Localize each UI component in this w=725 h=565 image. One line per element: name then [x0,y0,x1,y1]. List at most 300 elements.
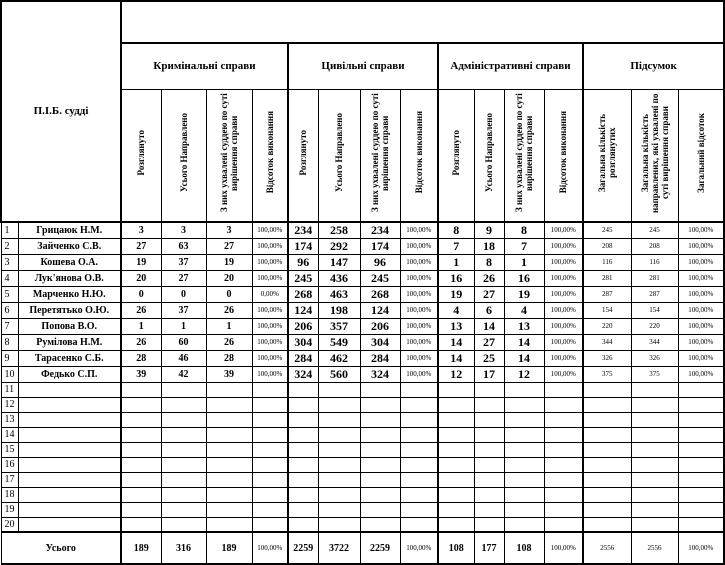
stat-cell: 19 [206,254,252,270]
stat-cell: 0,00% [252,286,288,302]
column-header [438,89,474,222]
empty-row [1,442,724,457]
stat-cell: 26 [474,270,504,286]
column-header-label: Відсоток виконання [264,111,275,194]
stat-cell [121,397,161,412]
stat-cell: 13 [504,318,544,334]
civil-cases-header: Цивільні справи [288,43,438,89]
stat-cell: 245 [288,270,318,286]
total-cell: 189 [206,532,252,564]
total-cell: 108 [438,532,474,564]
stat-cell: 8 [438,222,474,239]
stat-cell: 154 [583,302,631,318]
stat-cell [583,397,631,412]
stat-cell: 100,00% [544,318,583,334]
stat-cell: 344 [583,334,631,350]
stat-cell [504,397,544,412]
column-header [288,89,318,222]
stat-cell [544,517,583,532]
row-number: 15 [1,442,18,457]
stat-cell [360,427,400,442]
row-number: 17 [1,472,18,487]
stat-cell [504,382,544,397]
stat-cell [400,397,438,412]
judge-name [18,487,121,502]
stat-cell: 304 [288,334,318,350]
stat-cell [121,502,161,517]
judge-name [18,472,121,487]
stat-cell [438,457,474,472]
stat-cell [161,502,206,517]
stat-cell: 100,00% [544,254,583,270]
stat-cell [504,442,544,457]
stat-cell: 63 [161,238,206,254]
stat-cell: 462 [318,350,360,366]
total-cell: 2259 [288,532,318,564]
stat-cell: 13 [438,318,474,334]
stat-cell [544,427,583,442]
empty-row [1,487,724,502]
total-cell: 189 [121,532,161,564]
total-row [1,532,724,564]
table-row [1,254,724,270]
stat-cell: 1 [504,254,544,270]
stat-cell: 100,00% [252,238,288,254]
row-number: 16 [1,457,18,472]
stat-cell: 324 [288,366,318,382]
stat-cell: 3 [206,222,252,239]
stat-cell: 375 [583,366,631,382]
judge-name-header: П.І.Б. судді [1,1,121,222]
stat-cell [206,472,252,487]
stat-cell: 100,00% [678,334,724,350]
stat-cell: 100,00% [252,302,288,318]
stat-cell [206,427,252,442]
stat-cell: 26 [121,334,161,350]
row-number: 18 [1,487,18,502]
stat-cell [631,457,678,472]
stat-cell [161,382,206,397]
stat-cell [504,427,544,442]
stat-cell: 284 [288,350,318,366]
stat-cell: 7 [504,238,544,254]
column-header [583,89,631,222]
stat-cell [360,457,400,472]
stat-cell: 124 [288,302,318,318]
stat-cell: 100,00% [544,366,583,382]
stat-cell: 27 [121,238,161,254]
stat-cell: 100,00% [678,366,724,382]
judge-name [18,427,121,442]
stat-cell [121,427,161,442]
table-row [1,302,724,318]
stat-cell: 281 [583,270,631,286]
stat-cell: 245 [583,222,631,239]
stat-cell [288,517,318,532]
stat-cell [631,442,678,457]
stat-cell [161,517,206,532]
stat-cell: 100,00% [678,286,724,302]
row-number: 6 [1,302,18,318]
column-header [360,89,400,222]
stat-cell [318,397,360,412]
judge-name: Федько С.П. [18,366,121,382]
stat-cell: 39 [121,366,161,382]
column-header [544,89,583,222]
stat-cell [252,442,288,457]
stat-cell: 287 [631,286,678,302]
stat-cell [631,502,678,517]
stat-cell [678,382,724,397]
stat-cell [504,487,544,502]
empty-row [1,502,724,517]
judge-name: Кошева О.А. [18,254,121,270]
stat-cell: 17 [474,366,504,382]
stat-cell [400,412,438,427]
stat-cell [678,517,724,532]
stat-cell [318,472,360,487]
column-header-label: Загальна кількість розглянутих [597,113,618,192]
table-row [1,286,724,302]
summary-header: Підсумок [583,43,724,89]
stat-cell [161,412,206,427]
stat-cell: 42 [161,366,206,382]
total-cell: 2259 [360,532,400,564]
stat-cell [360,412,400,427]
stat-cell: 100,00% [400,270,438,286]
stat-cell: 16 [438,270,474,286]
stat-cell [504,517,544,532]
stat-cell [544,397,583,412]
stat-cell [583,502,631,517]
stat-cell [438,487,474,502]
stat-cell: 100,00% [252,270,288,286]
stat-cell [400,442,438,457]
column-header-label: З них ухвалені суддею по суті вирішення справи [370,93,390,212]
stat-cell [438,517,474,532]
row-number: 2 [1,238,18,254]
column-header [121,89,161,222]
row-number: 5 [1,286,18,302]
stat-cell [288,397,318,412]
stat-cell: 100,00% [400,350,438,366]
stat-cell: 0 [206,286,252,302]
stat-cell: 4 [504,302,544,318]
stat-cell [121,382,161,397]
total-label: Усього [1,532,121,564]
stat-cell [206,487,252,502]
stat-cell: 100,00% [252,254,288,270]
header-blank-band [121,1,724,43]
column-header [206,89,252,222]
column-header [400,89,438,222]
stat-cell [318,442,360,457]
stat-cell [544,382,583,397]
stat-cell: 7 [438,238,474,254]
stat-cell [121,457,161,472]
stat-cell: 174 [288,238,318,254]
stat-cell [206,412,252,427]
judge-name [18,442,121,457]
stat-cell [438,502,474,517]
stat-cell: 4 [438,302,474,318]
column-header-label: Розглянуто [451,129,462,176]
stat-cell [206,442,252,457]
stat-cell: 26 [206,302,252,318]
stat-cell [631,427,678,442]
stat-cell [288,457,318,472]
stat-cell [400,517,438,532]
stat-cell: 19 [504,286,544,302]
stat-cell: 14 [438,350,474,366]
stat-cell: 26 [206,334,252,350]
stat-cell: 12 [438,366,474,382]
stat-cell: 549 [318,334,360,350]
stat-cell [161,442,206,457]
stat-cell [544,442,583,457]
column-header [318,89,360,222]
stat-cell [474,442,504,457]
stat-cell [583,382,631,397]
column-header [252,89,288,222]
total-cell: 177 [474,532,504,564]
column-header-label: Відсоток виконання [413,111,424,194]
stat-cell: 9 [474,222,504,239]
stat-cell: 37 [161,302,206,318]
stat-cell: 100,00% [252,318,288,334]
stat-cell [121,517,161,532]
empty-row [1,382,724,397]
stat-cell: 234 [288,222,318,239]
stat-cell [474,427,504,442]
total-cell: 2556 [583,532,631,564]
stat-cell [400,427,438,442]
stat-cell [400,502,438,517]
stat-cell: 100,00% [400,366,438,382]
stat-cell [474,382,504,397]
column-header-label: Усього Направлено [334,112,344,193]
stat-cell: 1 [121,318,161,334]
stat-cell: 560 [318,366,360,382]
stat-cell: 220 [583,318,631,334]
column-header-label: Розглянуто [298,129,309,176]
stat-cell: 292 [318,238,360,254]
stat-cell: 174 [360,238,400,254]
stat-cell [161,487,206,502]
stat-cell: 357 [318,318,360,334]
judge-name [18,457,121,472]
stat-cell: 147 [318,254,360,270]
stat-cell: 100,00% [678,302,724,318]
stat-cell [544,457,583,472]
empty-row [1,457,724,472]
row-number: 9 [1,350,18,366]
stat-cell [252,472,288,487]
stat-cell [474,397,504,412]
stat-cell [474,412,504,427]
stat-cell [504,472,544,487]
stat-cell [252,487,288,502]
stat-cell [318,412,360,427]
total-cell: 3722 [318,532,360,564]
stat-cell [438,442,474,457]
stat-cell: 27 [474,286,504,302]
stat-cell [631,472,678,487]
table-row [1,334,724,350]
stat-cell: 206 [288,318,318,334]
stat-cell: 220 [631,318,678,334]
stat-cell [504,412,544,427]
stat-cell: 96 [360,254,400,270]
column-header [678,89,724,222]
stat-cell [544,487,583,502]
stat-cell [360,487,400,502]
stat-cell: 28 [121,350,161,366]
stat-cell: 258 [318,222,360,239]
stat-cell [583,427,631,442]
stat-cell [400,457,438,472]
stat-cell [161,472,206,487]
stat-cell: 234 [360,222,400,239]
stat-cell: 100,00% [544,270,583,286]
stat-cell [121,472,161,487]
stat-cell: 375 [631,366,678,382]
stat-cell: 100,00% [678,350,724,366]
stat-cell: 284 [360,350,400,366]
column-header-label: Загальний відсоток [695,112,706,193]
column-header [631,89,678,222]
stat-cell: 8 [504,222,544,239]
stat-cell [438,412,474,427]
judge-name: Марченко Н.Ю. [18,286,121,302]
stat-cell [474,517,504,532]
stat-cell: 245 [631,222,678,239]
stat-cell: 100,00% [400,318,438,334]
stat-cell: 100,00% [544,222,583,239]
stat-cell: 39 [206,366,252,382]
judge-name [18,502,121,517]
total-cell: 100,00% [678,532,724,564]
stat-cell: 28 [206,350,252,366]
stat-cell [678,412,724,427]
stat-cell [631,382,678,397]
stat-cell [400,382,438,397]
row-number: 3 [1,254,18,270]
stat-cell [631,517,678,532]
stat-cell [318,457,360,472]
stat-cell [678,397,724,412]
stat-cell [121,442,161,457]
stat-cell [288,382,318,397]
stat-cell: 96 [288,254,318,270]
stat-cell: 154 [631,302,678,318]
row-number: 7 [1,318,18,334]
stat-cell [288,487,318,502]
judge-name [18,397,121,412]
stat-cell [121,487,161,502]
criminal-cases-header: Кримінальні справи [121,43,288,89]
judge-name [18,382,121,397]
total-cell: 100,00% [252,532,288,564]
column-header-label: Розглянуто [136,129,147,176]
stat-cell [678,487,724,502]
stat-cell [678,472,724,487]
row-number: 13 [1,412,18,427]
administrative-cases-header: Адміністративні справи [438,43,583,89]
stat-cell: 100,00% [544,286,583,302]
table-row [1,222,724,239]
stat-cell [161,427,206,442]
stat-cell [360,442,400,457]
stat-cell: 326 [631,350,678,366]
stat-cell: 116 [631,254,678,270]
stat-cell [252,457,288,472]
stat-cell [288,472,318,487]
stat-cell [161,457,206,472]
stat-cell: 14 [438,334,474,350]
stat-cell [474,502,504,517]
stat-cell [360,517,400,532]
stat-cell: 26 [121,302,161,318]
table-row [1,366,724,382]
stat-cell: 268 [288,286,318,302]
empty-row [1,427,724,442]
total-cell: 2556 [631,532,678,564]
judge-name: Перетятько О.Ю. [18,302,121,318]
stat-cell: 27 [206,238,252,254]
column-header [504,89,544,222]
stat-cell [583,442,631,457]
stat-cell: 463 [318,286,360,302]
stat-cell [252,517,288,532]
stat-cell [252,412,288,427]
total-cell: 108 [504,532,544,564]
stat-cell [678,502,724,517]
stat-cell: 60 [161,334,206,350]
stat-cell: 100,00% [400,254,438,270]
stat-cell: 46 [161,350,206,366]
stat-cell [438,472,474,487]
stat-cell: 1 [161,318,206,334]
stat-cell: 25 [474,350,504,366]
stat-cell: 281 [631,270,678,286]
table-row [1,270,724,286]
stat-cell: 100,00% [252,334,288,350]
stat-cell [544,472,583,487]
stat-cell [504,457,544,472]
stat-cell [400,472,438,487]
column-header-label: Усього Направлено [178,112,189,193]
stat-cell: 100,00% [400,286,438,302]
stat-cell: 27 [474,334,504,350]
stat-cell: 19 [438,286,474,302]
stat-cell: 100,00% [252,366,288,382]
stat-cell: 208 [631,238,678,254]
stat-cell [206,517,252,532]
empty-row [1,517,724,532]
stat-cell: 12 [504,366,544,382]
stat-cell: 0 [161,286,206,302]
row-number: 14 [1,427,18,442]
column-header-label: Загальна кількість направлених, які ухвалені по суті вирішення справи [639,92,670,213]
table-row [1,350,724,366]
stat-cell [252,397,288,412]
stat-cell [438,427,474,442]
stat-cell: 16 [504,270,544,286]
stat-cell [318,382,360,397]
row-number: 20 [1,517,18,532]
stat-cell: 100,00% [678,254,724,270]
